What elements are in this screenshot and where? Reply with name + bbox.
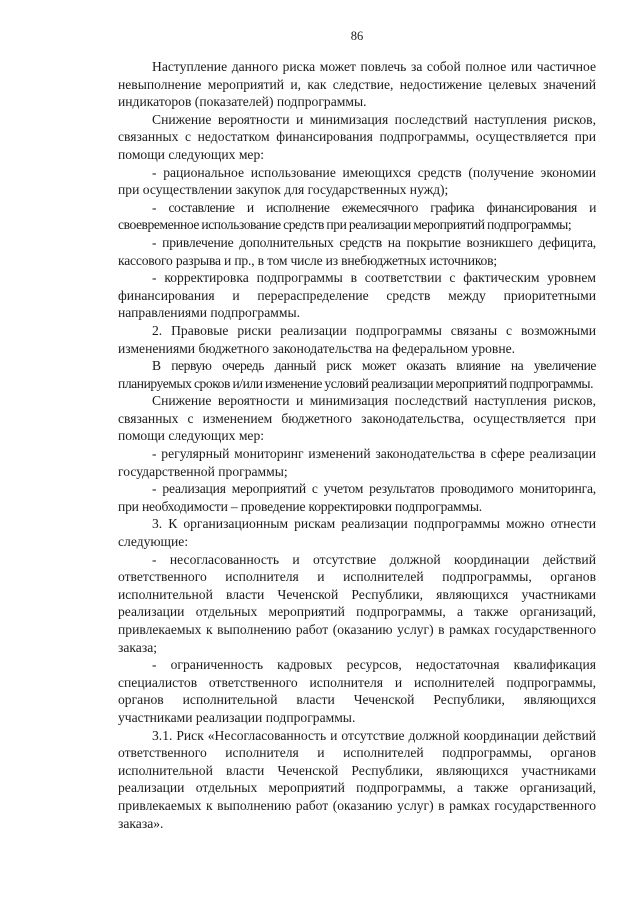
paragraph-financing-measures-intro: Снижение вероятности и минимизация последствий наступления рисков, связанных с недостатком финансирования подпрограммы, осуществляется при помощи следующих мер: (118, 111, 596, 162)
paragraph-risk-consequence: Наступление данного риска может повлечь за собой полное или частичное невыполнение мероприятий и, как следствие, недостижение целевых значений индикаторов (показателей) подпрограммы. (118, 59, 596, 110)
paragraph-legal-risk-impact: В первую очередь данный риск может оказать влияние на увеличение планируемых сроков и/или изменение условий реализации мероприятий подпрограммы. (118, 358, 596, 391)
paragraph-risk-3-1: 3.1. Риск «Несогласованность и отсутствие должной координации действий ответственного исполнителя и исполнителей подпрограммы, органов исполнительной власти Чеченской Республики, являющихся участниками реализации отдельных мероприятий подпрограммы, а также организаций, привлекаемых к выполнению работ (оказанию услуг) в рамках государственного заказа». (118, 727, 596, 831)
list-item-rational-use: - рациональное использование имеющихся средств (получение экономии при осуществлении закупок для государственных нужд); (118, 164, 596, 198)
document-page (118, 28, 596, 832)
list-item-monthly-schedule: - составление и исполнение ежемесячного графика финансирования и своевременное использование средств при реализации мероприятий подпрограммы; (118, 199, 596, 233)
list-item-implementation: - реализация мероприятий с учетом результатов проводимого мониторинга, при необходимости – проведение корректировки подпрограммы. (118, 481, 596, 514)
list-item-monitoring: - регулярный мониторинг изменений законодательства в сфере реализации государственной программы; (118, 446, 596, 479)
paragraph-legal-measures-intro: Снижение вероятности и минимизация последствий наступления рисков, связанных с изменением бюджетного законодательства, осуществляется при помощи следующих мер: (118, 393, 596, 444)
document-body (118, 58, 596, 832)
paragraph-organizational-risks: 3. К организационным рискам реализации подпрограммы можно отнести следующие: (118, 516, 596, 550)
paragraph-legal-risks: 2. Правовые риски реализации подпрограммы связаны с возможными изменениями бюджетного законодательства на федеральном уровне. (118, 322, 596, 356)
list-item-inconsistency: - несогласованность и отсутствие должной координации действий ответственного исполнителя и исполнителей подпрограммы, органов исполнительной власти Чеченской Республики, являющихся участниками реализации отдельных мероприятий подпрограммы, а также организаций, привлекаемых к выполнению работ (оказанию услуг) в рамках государственного заказа; (118, 551, 596, 655)
list-item-correction: - корректировка подпрограммы в соответствии с фактическим уровнем финансирования и перераспределение средств между приоритетными направлениями подпрограммы. (118, 270, 596, 321)
list-item-additional-funds: - привлечение дополнительных средств на покрытие возникшего дефицита, кассового разрыва и пр., в том числе из внебюджетных источников; (118, 234, 596, 268)
list-item-staff-limits: - ограниченность кадровых ресурсов, недостаточная квалификация специалистов ответственного исполнителя и исполнителей подпрограммы, органов исполнительной власти Чеченской Республики, являющихся участниками реализации подпрограммы. (118, 657, 596, 725)
page-number: 86 (350, 29, 364, 43)
